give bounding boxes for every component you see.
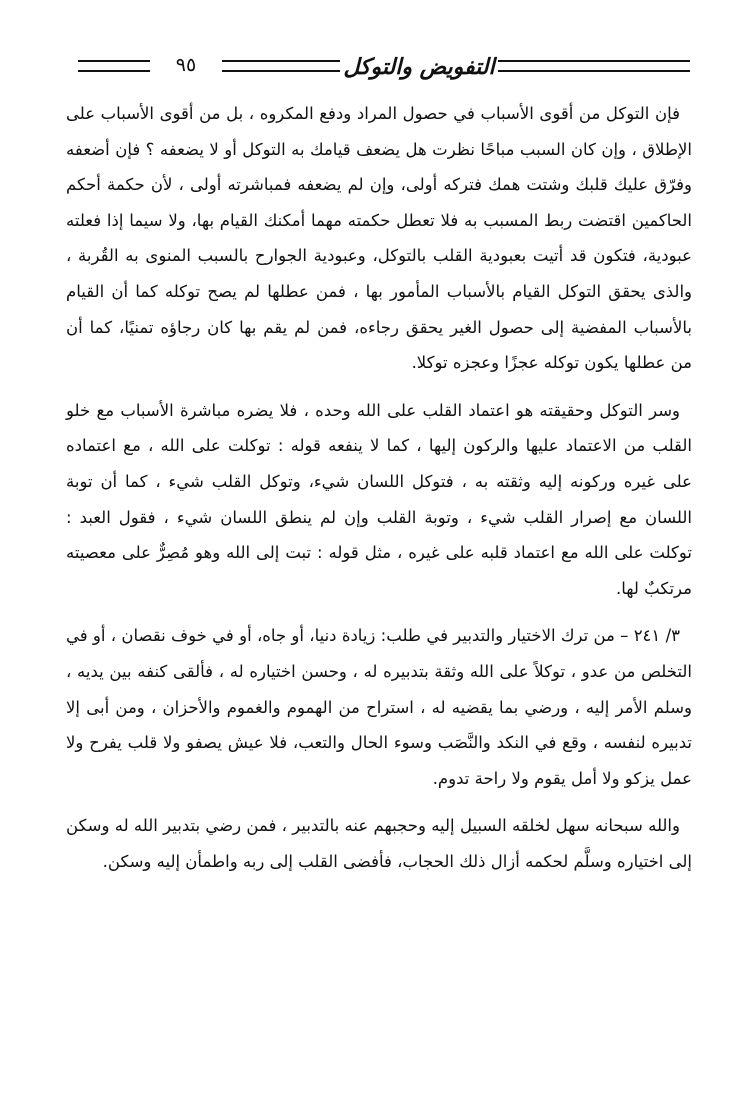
body-text	[66, 96, 692, 879]
header-rule-left	[78, 60, 150, 72]
paragraph-2: وسر التوكل وحقيقته هو اعتماد القلب على الله وحده ، فلا يضره مباشرة الأسباب مع خلو القلب من الاعتماد عليها والركون إليها ، كما لا ينفعه قوله : توكلت على الله ، مع اعتماده على غيره وركونه إليه وثقته به ، فتوكل اللسان شيء، وتوكل القلب شيء ، كما أن توبة اللسان مع إصرار القلب شيء ، وتوبة القلب وإن لم ينطق اللسان شيء ، فقول العبد : توكلت على الله مع اعتماد قلبه على غيره ، مثل قوله : تبت إلى الله وهو مُصِرٌّ على معصيته مرتكبٌ لها.	[66, 400, 692, 598]
running-header	[78, 50, 690, 90]
paragraph-4: والله سبحانه سهل لخلقه السبيل إليه وحجبهم عنه بالتدبير ، فمن رضي بتدبير الله له وسكن إلى اختياره وسلَّم لحكمه أزال ذلك الحجاب، فأفضى القلب إلى ربه واطمأن إليه وسكن.	[66, 816, 692, 871]
page-number: ٩٥	[175, 54, 197, 76]
paragraph-3: ٣/ ٢٤١ – من ترك الاختيار والتدبير في طلب: زيادة دنيا، أو جاه، أو في خوف نقصان ، أو في التخلص من عدو ، توكلاً على الله وثقة بتدبيره له ، وحسن اختياره له ، فألقى كنفه بين يديه ، وسلم الأمر إليه ، ورضي بما يقضيه له ، استراح من الهموم والغموم والأحزان ، ومن أبى إلا تدبيره لنفسه ، وقع في النكد والنَّصَب وسوء الحال والتعب، فلا عيش يصفو ولا قلب يفرح ولا عمل يزكو ولا أمل يقوم ولا راحة تدوم.	[66, 626, 692, 788]
chapter-title: التفويض والتوكل	[343, 54, 495, 80]
header-rule-right	[498, 60, 690, 72]
header-rule-middle	[222, 60, 340, 72]
paragraph-1: فإن التوكل من أقوى الأسباب في حصول المراد ودفع المكروه ، بل من أقوى الأسباب على الإطلاق ، وإن كان السبب مباحًا نظرت هل يضعف قيامك به التوكل أو لا يضعفه ؟ فإن أضعفه وفرّق عليك قلبك وشتت همك فتركه أولى، وإن لم يضعفه فمباشرته أولى ، لأن حكمة أحكم الحاكمين اقتضت ربط المسبب به فلا تعطل حكمته مهما أمكنك القيام بها، ولا سيما إذا فعلته عبودية، فتكون قد أتيت بعبودية القلب بالتوكل، وعبودية الجوارح بالسبب المنوى به القُربة ، والذى يحقق التوكل القيام بالأسباب المأمور بها ، فمن عطلها لم يصح توكله كما أن القيام بالأسباب المفضية إلى حصول الغير يحقق رجاءه، فمن لم يقم بها كان رجاؤه تمنيًا، كما أن من عطلها يكون توكله عجزًا وعجزه توكلا.	[66, 104, 692, 373]
